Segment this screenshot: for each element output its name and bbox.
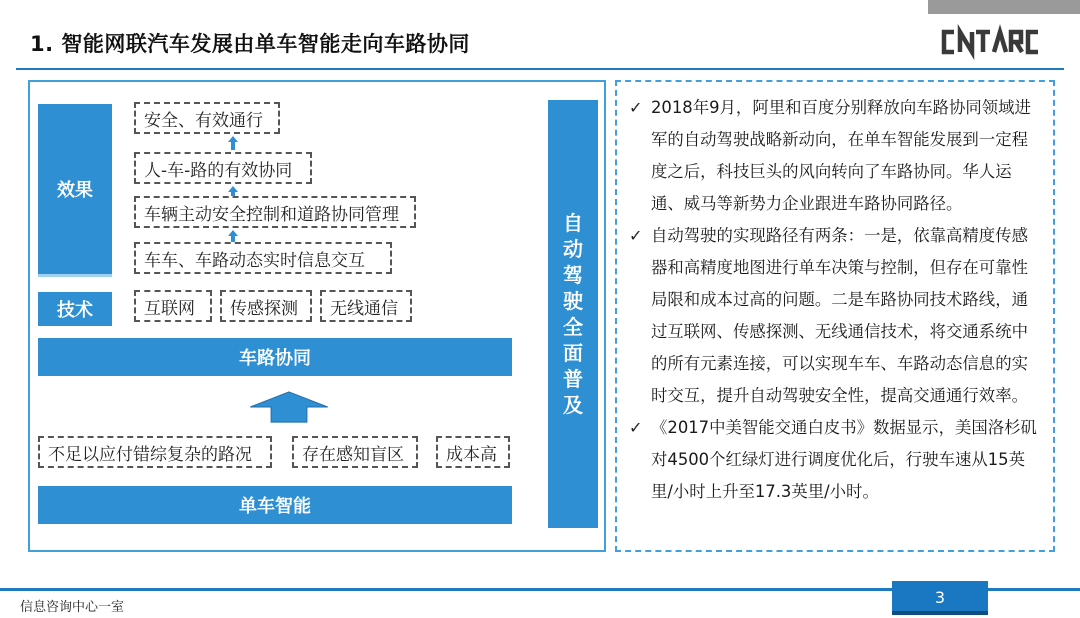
- single-vehicle-bar: [38, 486, 512, 524]
- up-arrow-icon: [228, 136, 238, 150]
- tech-box-text: 无线通信: [330, 298, 398, 319]
- tech-box-internet: [134, 290, 212, 322]
- bullet-text: 2018年9月，阿里和百度分别释放向车路协同领域进军的自动驾驶战略新动向，在单车智能发展到一定程度之后，科技巨头的风向转向了车路协同。华人运通、威马等新势力企业跟进车路协同路径。: [651, 98, 1031, 213]
- tech-label-block: [38, 292, 112, 326]
- bullet-item: [629, 92, 1043, 220]
- top-gray-bar: [928, 0, 1080, 14]
- page-number-text: 3: [934, 587, 946, 607]
- bullet-text: 《2017中美智能交通白皮书》数据显示，美国洛杉矶对4500个红绿灯进行调度优化后，行驶车速从15英里/小时上升至17.3英里/小时。: [651, 418, 1037, 501]
- diagram-panel: [28, 80, 606, 552]
- problem-box-text: 不足以应付错综复杂的路况: [48, 444, 252, 465]
- problem-box-blind-spot: [292, 436, 418, 468]
- problem-box-text: 存在感知盲区: [302, 444, 404, 465]
- tech-box-text: 传感探测: [230, 298, 298, 319]
- effect-block-cap: [38, 274, 112, 277]
- bullet-item: [629, 412, 1043, 508]
- tech-box-sensing: [220, 290, 312, 322]
- problem-box-text: 成本高: [446, 444, 497, 465]
- effect-box-coordination: [134, 152, 312, 184]
- effect-label: 效果: [57, 180, 93, 201]
- vertical-char: 动: [563, 237, 583, 261]
- tech-label: 技术: [57, 300, 93, 321]
- vertical-char: 驶: [563, 289, 583, 313]
- effect-box-active-safety: [134, 196, 416, 228]
- page-title: 1. 智能网联汽车发展由单车智能走向车路协同: [30, 32, 470, 56]
- tech-box-wireless: [320, 290, 412, 322]
- bullet-panel: [615, 80, 1055, 552]
- vertical-char: 普: [563, 367, 583, 391]
- page-number-shadow: [892, 611, 988, 615]
- page-number: [892, 581, 988, 613]
- tech-box-text: 互联网: [144, 298, 195, 319]
- cntarc-logo: [940, 22, 1060, 62]
- vertical-char: 面: [563, 341, 583, 365]
- footer-org: 信息咨询中心一室: [20, 600, 125, 615]
- v2x-label: 车路协同: [239, 348, 311, 369]
- problem-box-high-cost: [436, 436, 510, 468]
- big-up-arrow-icon: [244, 390, 334, 424]
- effect-label-block: [38, 104, 112, 274]
- v2x-bar: [38, 338, 512, 376]
- title-divider: [16, 68, 1064, 70]
- effect-box-safe-traffic: [134, 102, 280, 134]
- vertical-label-autonomous-driving: [548, 100, 598, 528]
- checkmark-icon: ✓: [629, 418, 643, 437]
- checkmark-icon: ✓: [629, 226, 643, 245]
- effect-box-text: 车辆主动安全控制和道路协同管理: [144, 204, 399, 225]
- vertical-char: 驾: [563, 263, 583, 287]
- effect-box-text: 安全、有效通行: [144, 110, 263, 131]
- bullet-text: 自动驾驶的实现路径有两条：一是，依靠高精度传感器和高精度地图进行单车决策与控制，但存在可靠性局限和成本过高的问题。二是车路协同技术路线，通过互联网、传感探测、无线通信技术，将交通系统中的所有元素连接，可以实现车车、车路动态信息的实时交互，提升自动驾驶安全性，提高交通通行效率。: [651, 226, 1028, 405]
- single-vehicle-label: 单车智能: [239, 496, 311, 517]
- vertical-char: 自: [563, 211, 583, 235]
- vertical-char: 及: [563, 393, 583, 417]
- checkmark-icon: ✓: [629, 98, 643, 117]
- problem-box-complex-roads: [38, 436, 272, 468]
- effect-box-info-exchange: [134, 242, 392, 274]
- effect-box-text: 车车、车路动态实时信息交互: [144, 250, 365, 271]
- effect-box-text: 人-车-路的有效协同: [144, 160, 293, 181]
- vertical-char: 全: [563, 315, 583, 339]
- bullet-item: [629, 220, 1043, 412]
